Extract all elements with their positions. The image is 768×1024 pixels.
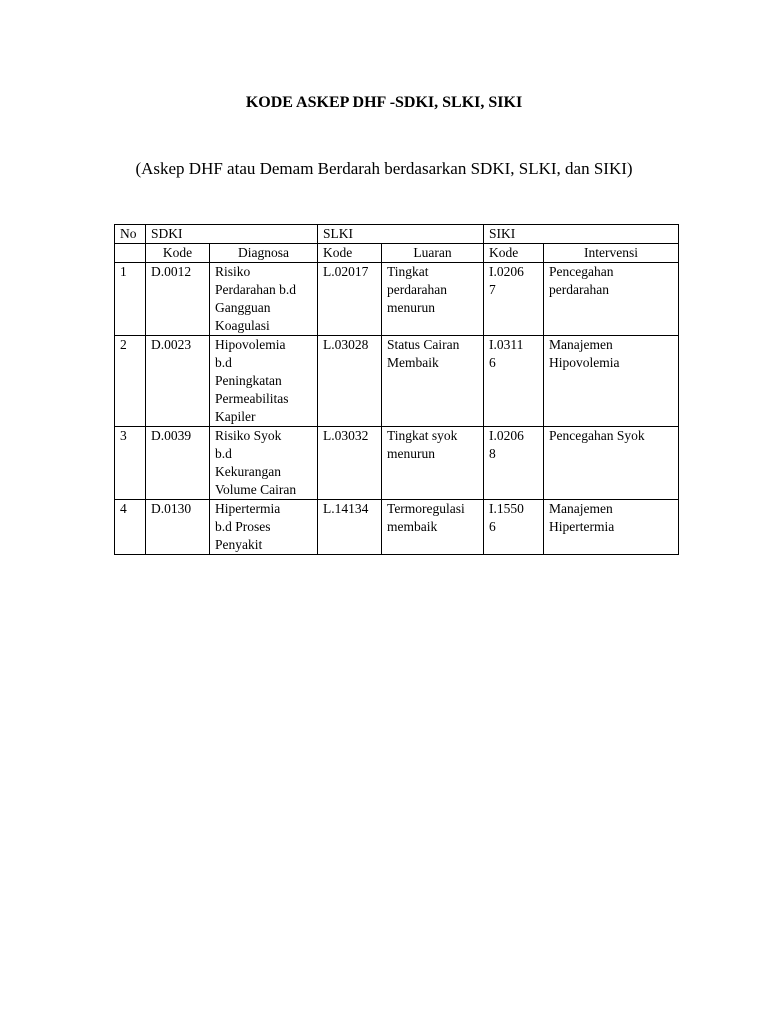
- cell-intervensi-line: Pencegahan Syok: [549, 428, 645, 443]
- cell-intervensi-line: perdarahan: [549, 282, 609, 297]
- cell-diagnosa-line: Peningkatan: [215, 373, 282, 388]
- cell-luaran-line: menurun: [387, 300, 436, 315]
- cell-diagnosa-line: Hipovolemia: [215, 337, 286, 352]
- header-intervensi: Intervensi: [544, 244, 679, 263]
- header-no: No: [115, 225, 146, 244]
- cell-intervensi-line: Hipovolemia: [549, 355, 620, 370]
- cell-no: 3: [115, 427, 146, 500]
- cell-siki-kode-line: I.0311: [489, 337, 524, 352]
- cell-siki-kode-line: I.1550: [489, 501, 524, 516]
- cell-slki-kode: L.02017: [318, 263, 382, 336]
- cell-luaran: [382, 500, 484, 555]
- cell-diagnosa-line: Penyakit: [215, 537, 263, 552]
- cell-luaran-line: menurun: [387, 446, 436, 461]
- cell-luaran-line: Tingkat: [387, 264, 429, 279]
- table-row: [115, 427, 679, 500]
- cell-diagnosa-line: Kekurangan: [215, 464, 281, 479]
- header-sdki: SDKI: [146, 225, 318, 244]
- cell-intervensi: [544, 263, 679, 336]
- cell-siki-kode-line: 6: [489, 519, 496, 534]
- cell-luaran: [382, 336, 484, 427]
- cell-siki-kode-line: 6: [489, 355, 496, 370]
- cell-diagnosa-line: Permeabilitas: [215, 391, 289, 406]
- header-slki-kode: Kode: [318, 244, 382, 263]
- cell-intervensi: [544, 427, 679, 500]
- askep-code-table: [114, 224, 679, 555]
- cell-intervensi: [544, 336, 679, 427]
- cell-siki-kode: [484, 427, 544, 500]
- cell-sdki-kode: D.0012: [146, 263, 210, 336]
- table-row: [115, 500, 679, 555]
- document-subtitle: (Askep DHF atau Demam Berdarah berdasarkan SDKI, SLKI, dan SIKI): [135, 159, 633, 178]
- sub-header-row: [115, 244, 679, 263]
- cell-no: 2: [115, 336, 146, 427]
- cell-diagnosa-line: b.d: [215, 355, 232, 370]
- cell-diagnosa: [210, 500, 318, 555]
- cell-siki-kode-line: 7: [489, 282, 496, 297]
- cell-diagnosa-line: Volume Cairan: [215, 482, 297, 497]
- cell-intervensi-line: Hipertermia: [549, 519, 615, 534]
- header-no-empty: [115, 244, 146, 263]
- group-header-row: [115, 225, 679, 244]
- cell-luaran-line: Tingkat syok: [387, 428, 458, 443]
- cell-diagnosa: [210, 427, 318, 500]
- cell-slki-kode: L.03028: [318, 336, 382, 427]
- cell-diagnosa: [210, 336, 318, 427]
- cell-slki-kode: L.14134: [318, 500, 382, 555]
- cell-luaran: [382, 263, 484, 336]
- header-siki: SIKI: [484, 225, 679, 244]
- header-sdki-kode: Kode: [146, 244, 210, 263]
- cell-sdki-kode: D.0023: [146, 336, 210, 427]
- cell-diagnosa-line: Gangguan: [215, 300, 271, 315]
- cell-sdki-kode: D.0039: [146, 427, 210, 500]
- cell-siki-kode-line: I.0206: [489, 264, 524, 279]
- cell-diagnosa-line: Perdarahan b.d: [215, 282, 296, 297]
- header-siki-kode: Kode: [484, 244, 544, 263]
- cell-luaran-line: Membaik: [387, 355, 439, 370]
- table-body: [115, 225, 679, 555]
- cell-diagnosa: [210, 263, 318, 336]
- table-row: [115, 263, 679, 336]
- cell-luaran-line: membaik: [387, 519, 438, 534]
- cell-intervensi-line: Manajemen: [549, 501, 613, 516]
- cell-diagnosa-line: b.d: [215, 446, 232, 461]
- cell-intervensi: [544, 500, 679, 555]
- cell-siki-kode: [484, 500, 544, 555]
- header-diagnosa: Diagnosa: [210, 244, 318, 263]
- cell-diagnosa-line: Risiko: [215, 264, 251, 279]
- cell-luaran-line: Status Cairan: [387, 337, 460, 352]
- cell-luaran-line: Termoregulasi: [387, 501, 465, 516]
- cell-diagnosa-line: Hipertermia: [215, 501, 281, 516]
- header-luaran: Luaran: [382, 244, 484, 263]
- cell-siki-kode: [484, 263, 544, 336]
- cell-intervensi-line: Pencegahan: [549, 264, 614, 279]
- cell-intervensi-line: Manajemen: [549, 337, 613, 352]
- document-title: KODE ASKEP DHF -SDKI, SLKI, SIKI: [245, 94, 523, 111]
- cell-siki-kode-line: 8: [489, 446, 496, 461]
- cell-luaran: [382, 427, 484, 500]
- table-row: [115, 336, 679, 427]
- cell-siki-kode: [484, 336, 544, 427]
- cell-luaran-line: perdarahan: [387, 282, 447, 297]
- cell-diagnosa-line: Kapiler: [215, 409, 256, 424]
- cell-siki-kode-line: I.0206: [489, 428, 524, 443]
- header-slki: SLKI: [318, 225, 484, 244]
- cell-diagnosa-line: Koagulasi: [215, 318, 270, 333]
- cell-diagnosa-line: Risiko Syok: [215, 428, 282, 443]
- cell-diagnosa-line: b.d Proses: [215, 519, 271, 534]
- cell-no: 1: [115, 263, 146, 336]
- cell-no: 4: [115, 500, 146, 555]
- cell-slki-kode: L.03032: [318, 427, 382, 500]
- cell-sdki-kode: D.0130: [146, 500, 210, 555]
